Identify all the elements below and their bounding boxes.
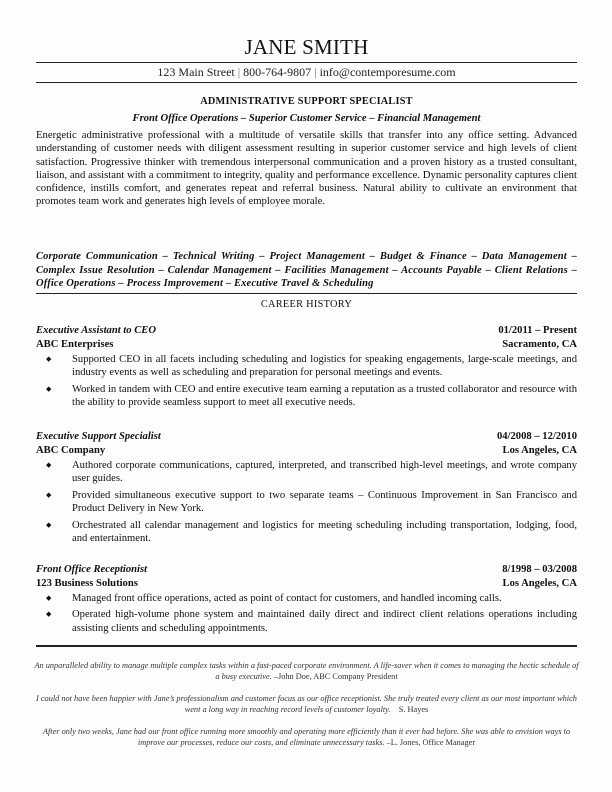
diamond-bullet-icon: ◆ (46, 490, 52, 499)
diamond-bullet-icon: ◆ (46, 355, 52, 363)
bullet-item (46, 459, 577, 486)
job-entry (36, 324, 577, 413)
company-name: ABC Enterprises (36, 338, 114, 350)
job-location: Los Angeles, CA (502, 577, 577, 589)
bullet-text: Supported CEO in all facets including scheduling and logistics for speaking engagements, large-scale meetings, and industry events as well as scheduling and preparation for personal meetings and events. (72, 354, 577, 379)
email-link[interactable]: info@contemporesume.com (319, 65, 456, 79)
candidate-name: JANE SMITH (244, 35, 369, 59)
taglines: Front Office Operations – Superior Customer Service – Financial Management (132, 113, 481, 124)
testimonial-quote: I could not have been happier with Jane’s professionalism and customer focus as our office receptionist. She truly treated every client as our most important which went a long way in reaching record levels of customer loyalty. (36, 693, 577, 715)
header-rule-top (36, 62, 577, 63)
phone: 800-764-9807 (243, 65, 312, 79)
testimonial-attribution: –L. Jones, Office Manager (384, 738, 476, 748)
professional-headline: ADMINISTRATIVE SUPPORT SPECIALIST (200, 96, 413, 107)
bullet-item (46, 383, 577, 410)
job-bullets (36, 459, 577, 545)
testimonial-attribution: S. Hayes (390, 705, 429, 715)
testimonial-attribution: –John Doe, ABC Company President (271, 672, 398, 682)
bullet-text: Operated high-volume phone system and maintained daily direct and indirect client relations operations including assisting clients and scheduling appointments. (72, 609, 577, 634)
job-title: Executive Assistant to CEO (36, 325, 156, 336)
address: 123 Main Street (157, 65, 235, 79)
bullet-text: Provided simultaneous executive support to two separate teams – Continuous Improvement in San Francisco and Product Delivery in New York. (72, 489, 577, 515)
diamond-bullet-icon: ◆ (46, 520, 52, 529)
job-dates: 8/1998 – 03/2008 (502, 564, 577, 575)
bullet-item (46, 519, 577, 546)
testimonials-rule (36, 645, 577, 647)
diamond-bullet-icon: ◆ (46, 384, 52, 393)
diamond-bullet-icon: ◆ (46, 610, 52, 619)
bullet-item (46, 353, 577, 380)
diamond-bullet-icon: ◆ (46, 594, 52, 602)
job-dates: 04/2008 – 12/2010 (496, 431, 577, 442)
job-title: Executive Support Specialist (36, 431, 161, 442)
bullet-text: Managed front office operations, acted as point of contact for customers, and handled incoming calls. (72, 593, 502, 604)
bullet-text: Worked in tandem with CEO and entire executive team earning a reputation as a trusted collaborator and resource with the ability to provide seamless support to meet all executive needs. (72, 383, 577, 409)
section-title-career-history: CAREER HISTORY (260, 299, 353, 310)
company-name: ABC Company (36, 444, 106, 456)
bullet-item (46, 592, 577, 605)
diamond-bullet-icon: ◆ (46, 461, 52, 469)
job-entry (36, 563, 577, 638)
testimonial (32, 660, 581, 682)
bullet-item (46, 489, 577, 516)
testimonials (32, 660, 581, 759)
job-location: Sacramento, CA (502, 338, 577, 350)
bullet-text: Authored corporate communications, captured, interpreted, and transcribed high-level meetings, and wrote company user guides. (72, 460, 577, 485)
job-entry (36, 430, 577, 548)
bullet-text: Orchestrated all calendar management and logistics for meeting scheduling including transportation, lodging, food, and entertainment. (72, 519, 577, 545)
separator: | (237, 65, 241, 79)
summary-paragraph: Energetic administrative professional with a multitude of versatile skills that transfer into any office setting. Advanced understanding of customer needs with diligent assessment resulting in superior customer service and high levels of client satisfaction. Progressive thinker with tremendous interpersonal communication and a proven history as a trusted consultant, liaison, and assistant with a commitment to integrity, quality and performance excellence. Dynamic personality captures client confidence, instills comfort, and generates repeat and referral business. Natural ability to cultivate an environment that promotes team work and generates high levels of employee morale. (36, 129, 577, 208)
bullet-item (46, 608, 577, 635)
skills-rule (36, 293, 577, 294)
job-dates: 01/2011 – Present (498, 325, 577, 336)
contact-line (36, 66, 577, 78)
testimonial (32, 693, 581, 715)
testimonial (32, 726, 581, 748)
skills-list: Corporate Communication – Technical Writing – Project Management – Budget & Finance – Data Management – Complex Issue Resolution – Calendar Management – Facilities Management – Accounts Payable – Client Relations – Office Operations – Process Improvement – Executive Travel & Scheduling (36, 251, 577, 289)
job-bullets (36, 353, 577, 410)
job-bullets (36, 592, 577, 635)
separator: | (314, 65, 317, 79)
job-location: Los Angeles, CA (502, 444, 577, 456)
job-title: Front Office Receptionist (36, 564, 148, 575)
header-rule-bottom (36, 82, 577, 83)
company-name: 123 Business Solutions (36, 577, 138, 589)
testimonial-quote: After only two weeks, Jane had our front office running more smoothly and operating more efficiently than it ever had before. She was able to envision ways to improve our processes, reduce our costs, and eliminate unnecessary tasks. (42, 726, 571, 748)
testimonial-quote: An unparalleled ability to manage multiple complex tasks within a fast-paced corporate environment. A life-saver when it comes to managing the hectic schedule of a busy executive. (34, 661, 579, 682)
